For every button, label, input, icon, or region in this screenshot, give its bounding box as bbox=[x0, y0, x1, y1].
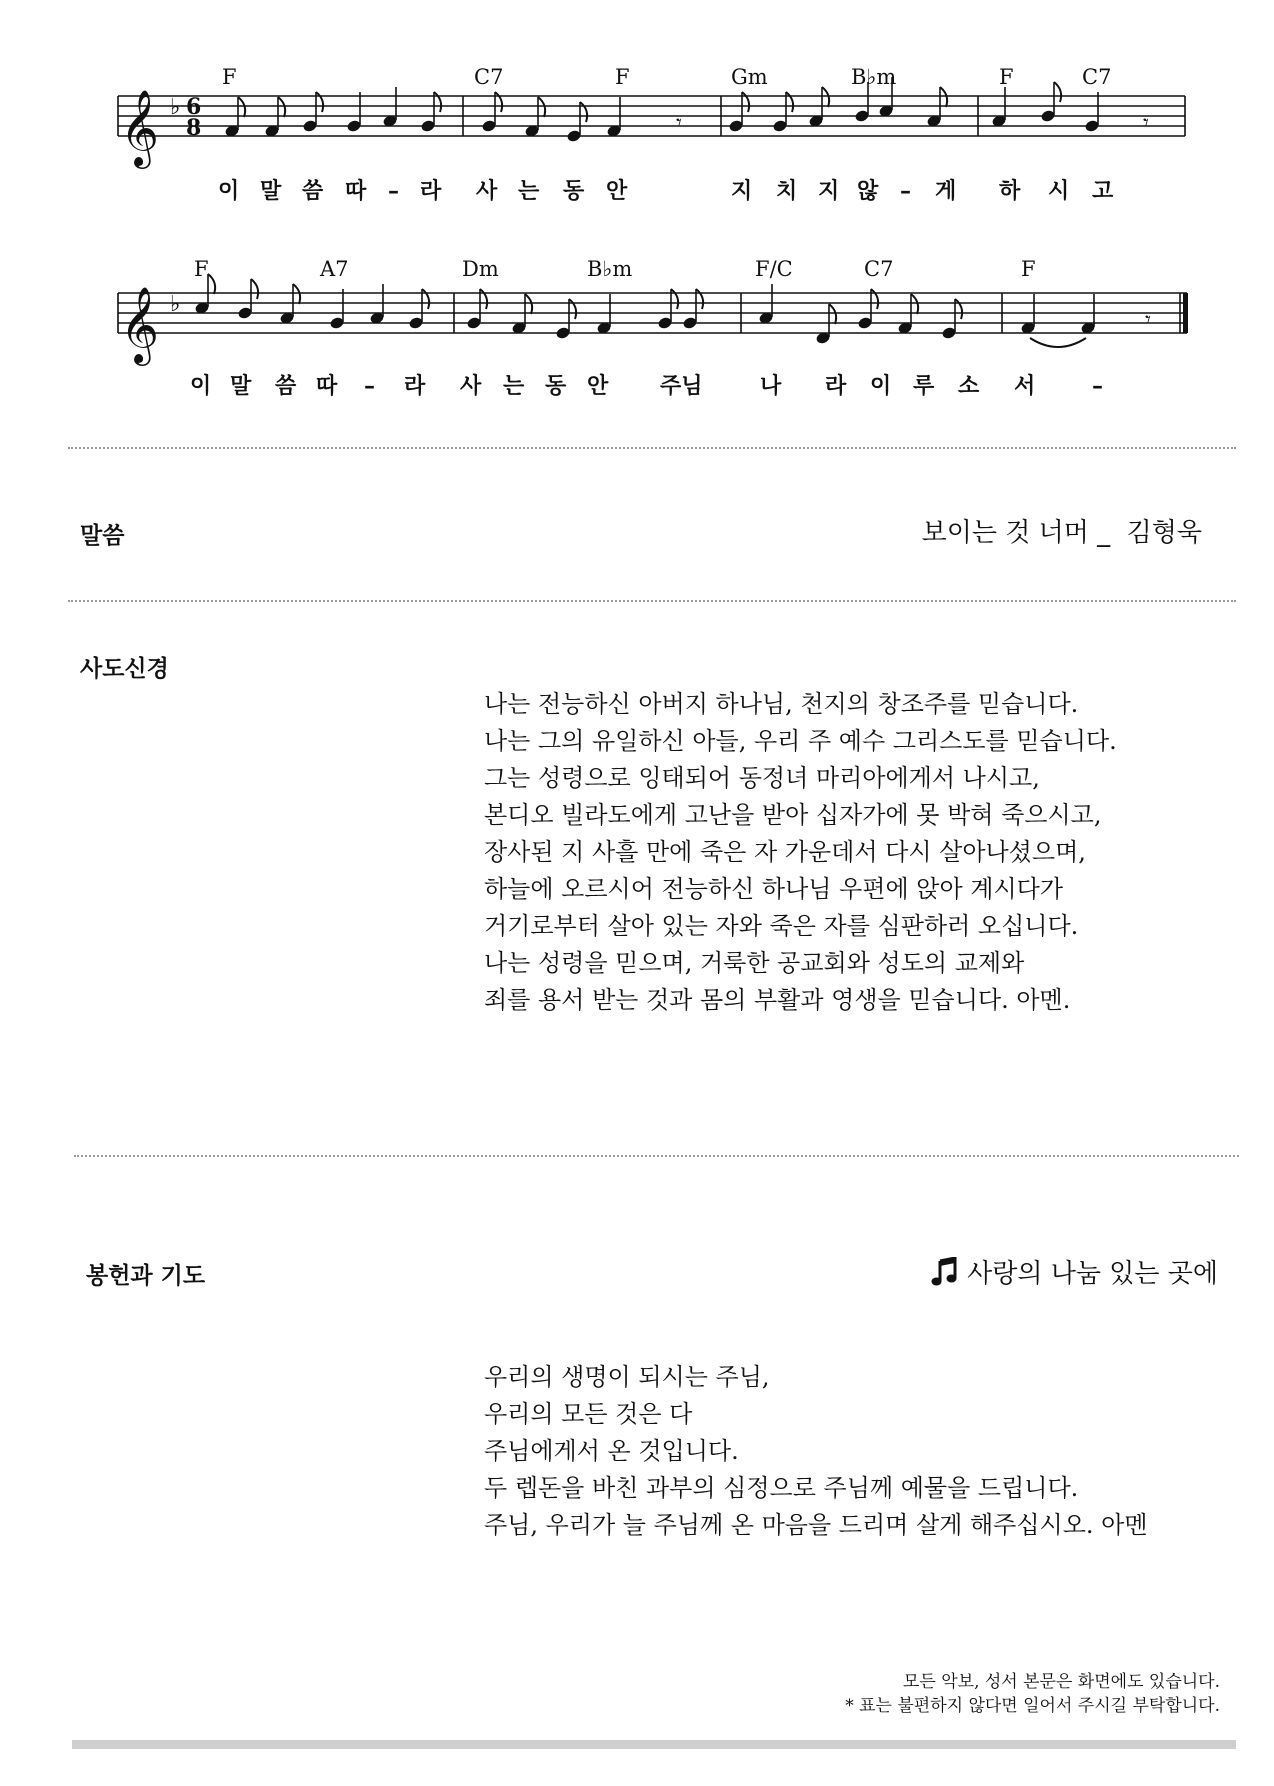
divider bbox=[68, 447, 1236, 449]
creed-line: 죄를 용서 받는 것과 몸의 부활과 영생을 믿습니다. 아멘. bbox=[484, 986, 1071, 1014]
chords-line-1 bbox=[222, 65, 1111, 89]
footer-line: * 표는 불편하지 않다면 일어서 주시길 부탁합니다. bbox=[845, 1696, 1220, 1716]
chord-symbol: C7 bbox=[1082, 65, 1112, 89]
lyric-syllable: 소 bbox=[958, 373, 980, 399]
chord-symbol: F bbox=[1021, 257, 1036, 281]
note bbox=[264, 97, 285, 138]
lyric-syllable: 는 bbox=[518, 178, 540, 204]
lyric-syllable: 말 bbox=[260, 178, 282, 204]
footer-note bbox=[845, 1670, 1220, 1718]
note bbox=[1020, 294, 1036, 335]
sermon-label: 말씀 bbox=[80, 523, 125, 549]
rest-icon: 𝄾 bbox=[1143, 111, 1149, 136]
lyric-syllable: 지 bbox=[731, 178, 753, 204]
creed-line: 본디오 빌라도에게 고난을 받아 십자가에 못 박혀 죽으시고, bbox=[484, 801, 1102, 829]
lyric-syllable: 지 bbox=[818, 178, 840, 204]
lyric-syllable: 이 bbox=[218, 178, 240, 204]
lyric-syllable: 사 bbox=[476, 178, 498, 204]
lyric-syllable: – bbox=[900, 178, 911, 204]
note bbox=[329, 289, 345, 330]
creed-line: 하늘에 오르시어 전능하신 하나님 우편에 앉아 계시다가 bbox=[484, 875, 1064, 903]
sheet-music bbox=[0, 0, 1274, 420]
prayer-line: 우리의 모든 것은 다 bbox=[484, 1400, 693, 1428]
note bbox=[1080, 294, 1096, 335]
hymn-title: 사랑의 나눔 있는 곳에 bbox=[967, 1259, 1218, 1289]
note bbox=[897, 294, 918, 335]
lyric-syllable: 동 bbox=[563, 178, 585, 204]
lyric-syllable: – bbox=[364, 373, 375, 399]
rest-icon: 𝄾 bbox=[676, 111, 682, 136]
divider bbox=[74, 1155, 1239, 1157]
prayer-line: 주님, 우리가 늘 주님께 온 마음을 드리며 살게 해주십시오. 아멘 bbox=[484, 1511, 1148, 1539]
note bbox=[346, 92, 362, 133]
lyrics-line-1 bbox=[218, 178, 1114, 204]
lyric-syllable: 는 bbox=[503, 373, 525, 399]
creed-text bbox=[484, 686, 1117, 1019]
note bbox=[596, 294, 612, 335]
divider bbox=[68, 600, 1236, 602]
lyric-syllable: 안 bbox=[606, 178, 628, 204]
chord-symbol: B♭m bbox=[587, 257, 633, 281]
chord-symbol: F bbox=[194, 257, 209, 281]
note bbox=[279, 284, 300, 325]
lyric-syllable: – bbox=[1092, 373, 1103, 399]
note bbox=[382, 87, 398, 128]
note bbox=[991, 87, 1007, 128]
lyric-syllable: 주님 bbox=[660, 373, 703, 399]
time-signature-top: 6 bbox=[186, 94, 202, 120]
note bbox=[758, 284, 774, 325]
rest-icon: 𝄾 bbox=[1145, 308, 1151, 333]
prayer-line: 주님에게서 온 것입니다. bbox=[484, 1437, 739, 1465]
lyric-syllable: 따 bbox=[316, 373, 338, 399]
treble-clef-icon: 𝄞 bbox=[120, 286, 160, 363]
note bbox=[1084, 92, 1100, 133]
note bbox=[524, 97, 545, 138]
creed-line: 나는 전능하신 아버지 하나님, 천지의 창조주를 믿습니다. bbox=[484, 690, 1079, 718]
music-note-icon bbox=[931, 1257, 959, 1287]
lyric-syllable: 고 bbox=[1092, 178, 1114, 204]
offering-hymn bbox=[931, 1253, 1218, 1290]
lyric-syllable: 씀 bbox=[302, 178, 324, 204]
prayer-line: 우리의 생명이 되시는 주님, bbox=[484, 1363, 770, 1391]
chord-symbol: C7 bbox=[474, 65, 504, 89]
offering-prayer bbox=[484, 1359, 1148, 1544]
tie bbox=[1030, 338, 1086, 347]
creed-line: 그는 성령으로 잉태되어 동정녀 마리아에게서 나시고, bbox=[484, 764, 1040, 792]
lyrics-line-2 bbox=[190, 373, 1103, 399]
lyric-syllable: 동 bbox=[545, 373, 567, 399]
lyric-syllable: 따 bbox=[345, 178, 367, 204]
chord-symbol: B♭m bbox=[851, 65, 897, 89]
creed-line: 장사된 지 사흘 만에 죽은 자 가운데서 다시 살아나셨으며, bbox=[484, 838, 1086, 866]
footer-line: 모든 악보, 성서 본문은 화면에도 있습니다. bbox=[902, 1672, 1220, 1692]
lyric-syllable: – bbox=[388, 178, 399, 204]
chord-symbol: F bbox=[222, 65, 237, 89]
chords-line-2 bbox=[194, 257, 1036, 281]
sermon-title: 보이는 것 너머 _ 김형욱 bbox=[921, 518, 1202, 548]
creed-label: 사도신경 bbox=[80, 656, 169, 682]
lyric-syllable: 이 bbox=[870, 373, 892, 399]
note bbox=[808, 87, 829, 128]
note bbox=[926, 87, 947, 128]
lyric-syllable: 루 bbox=[913, 373, 935, 399]
chord-symbol: F bbox=[999, 65, 1014, 89]
lyric-syllable: 안 bbox=[587, 373, 609, 399]
lyric-syllable: 말 bbox=[230, 373, 252, 399]
note bbox=[606, 97, 622, 138]
lyric-syllable: 않 bbox=[857, 178, 879, 204]
lyric-syllable: 게 bbox=[935, 178, 957, 204]
prayer-line: 두 렙돈을 바친 과부의 심정으로 주님께 예물을 드립니다. bbox=[484, 1474, 1079, 1502]
lyric-syllable: 치 bbox=[776, 178, 798, 204]
chord-symbol: Dm bbox=[462, 257, 499, 281]
creed-line: 거기로부터 살아 있는 자와 죽은 자를 심판하러 오십니다. bbox=[484, 912, 1079, 940]
note bbox=[511, 294, 532, 335]
notes-line-2 bbox=[194, 274, 1151, 347]
time-signature-bottom: 8 bbox=[186, 115, 202, 141]
lyric-syllable: 라 bbox=[420, 178, 442, 204]
flat-key-signature: ♭ bbox=[170, 95, 181, 120]
lyric-syllable: 씀 bbox=[275, 373, 297, 399]
note bbox=[224, 97, 245, 138]
lyric-syllable: 사 bbox=[460, 373, 482, 399]
lyric-syllable: 라 bbox=[825, 373, 847, 399]
lyric-syllable: 시 bbox=[1048, 178, 1070, 204]
chord-symbol: C7 bbox=[864, 257, 894, 281]
lyric-syllable: 서 bbox=[1014, 373, 1036, 399]
creed-line: 나는 성령을 믿으며, 거룩한 공교회와 성도의 교제와 bbox=[484, 949, 1025, 977]
lyric-syllable: 나 bbox=[760, 373, 782, 399]
offering-label: 봉헌과 기도 bbox=[86, 1263, 206, 1289]
treble-clef-icon: 𝄞 bbox=[120, 89, 160, 166]
lyric-syllable: 하 bbox=[999, 178, 1021, 204]
creed-line: 나는 그의 유일하신 아들, 우리 주 예수 그리스도를 믿습니다. bbox=[484, 727, 1117, 755]
chord-symbol: A7 bbox=[320, 257, 349, 281]
flat-key-signature: ♭ bbox=[170, 292, 181, 317]
note bbox=[369, 284, 385, 325]
bottom-bar bbox=[72, 1740, 1236, 1749]
chord-symbol: Gm bbox=[731, 65, 768, 89]
chord-symbol: F/C bbox=[755, 257, 793, 281]
lyric-syllable: 이 bbox=[190, 373, 212, 399]
chord-symbol: F bbox=[615, 65, 630, 89]
note bbox=[815, 304, 836, 345]
lyric-syllable: 라 bbox=[404, 373, 426, 399]
